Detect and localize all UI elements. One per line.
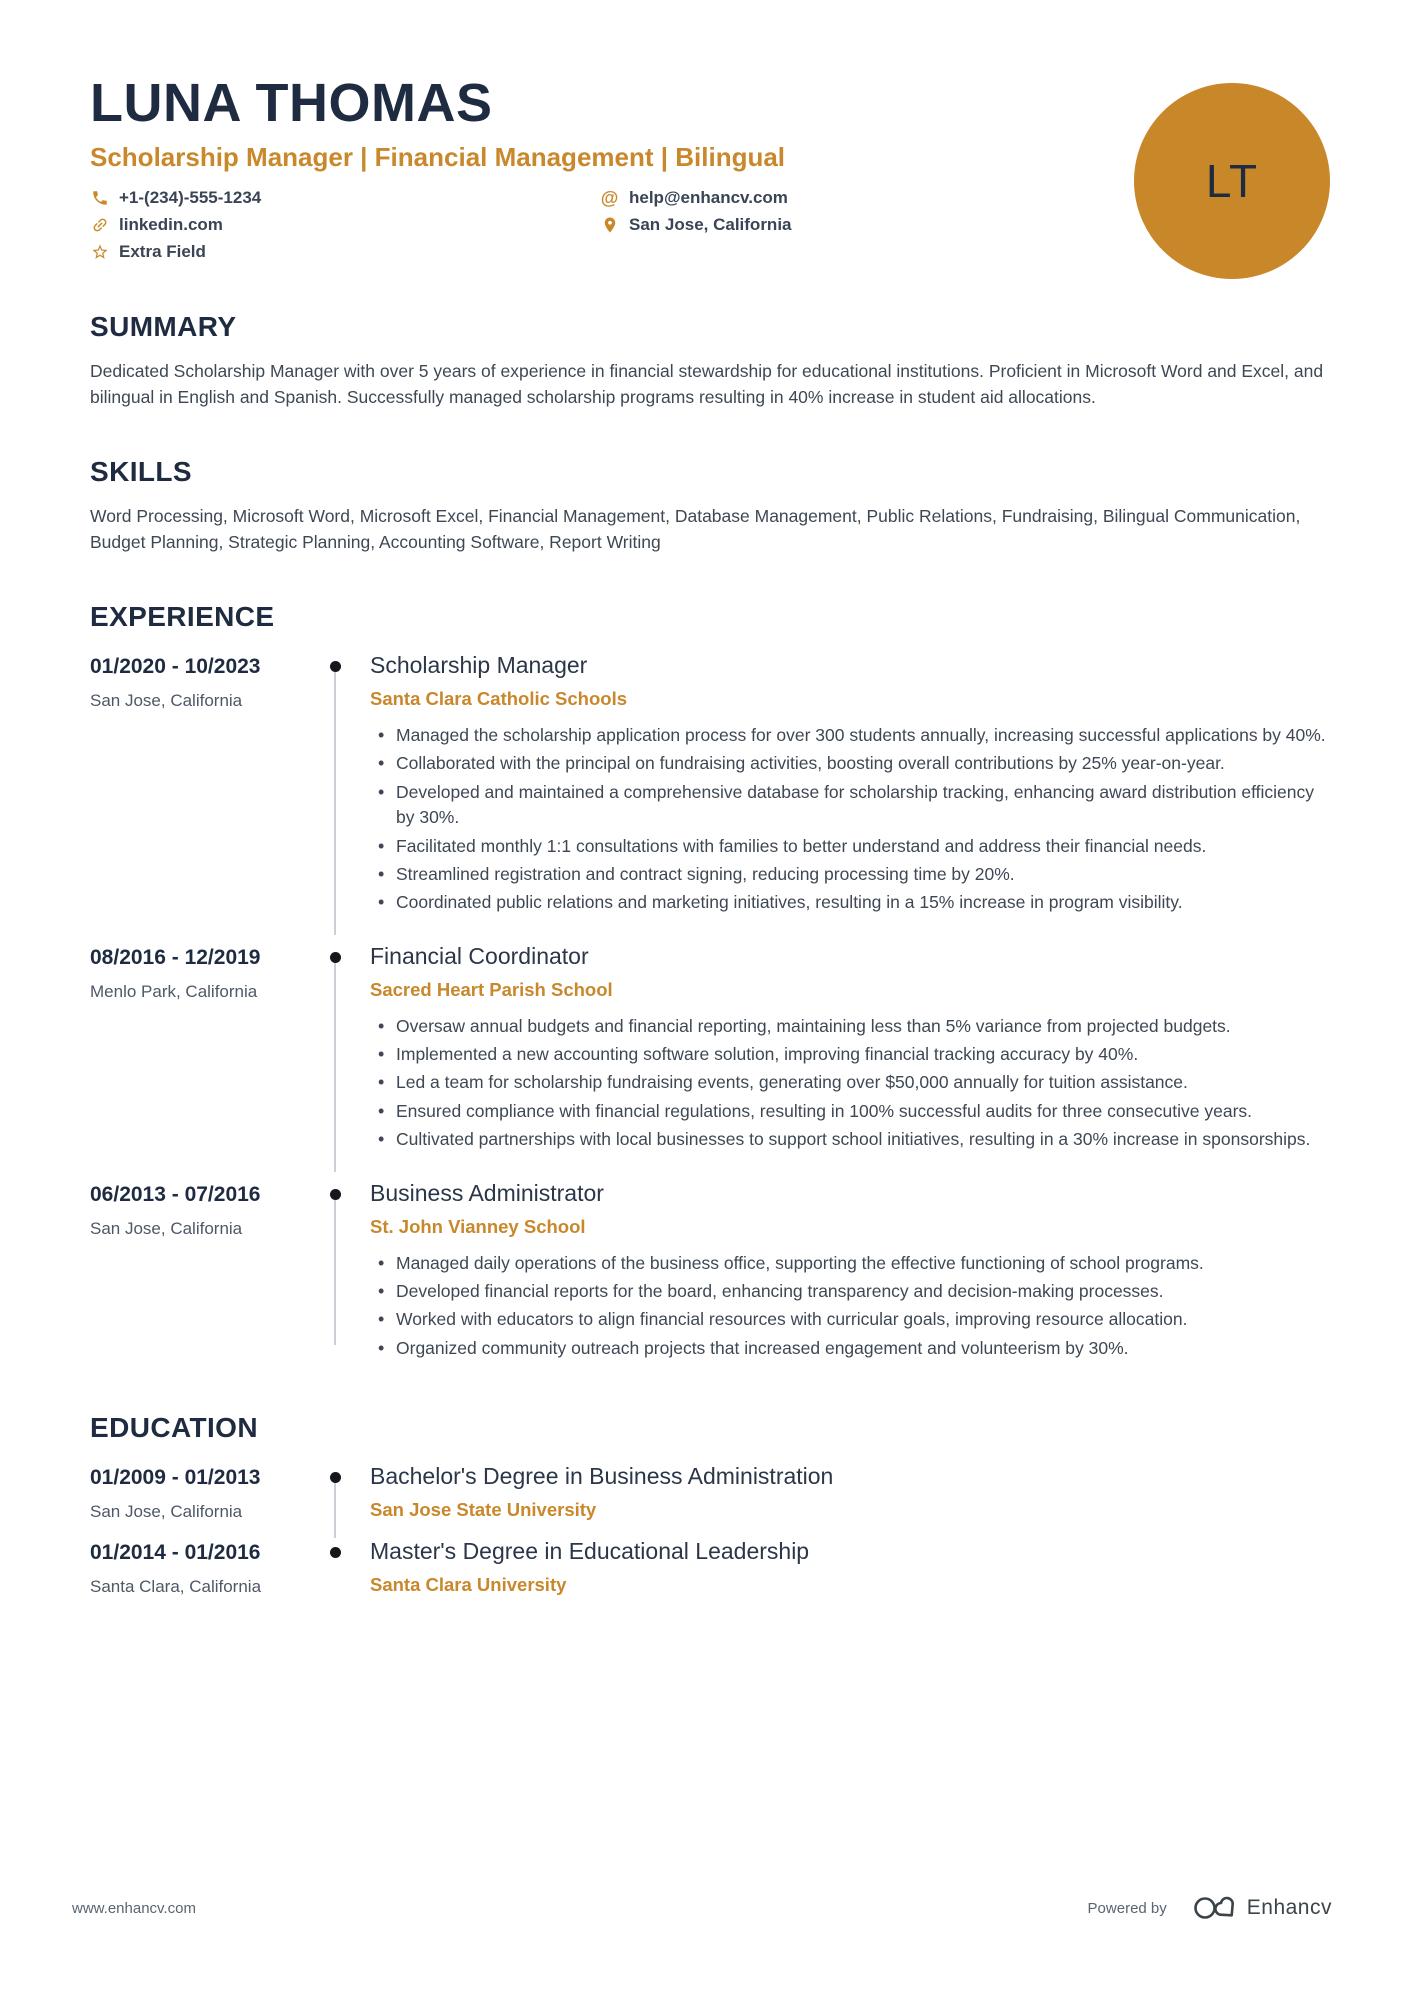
bullet-item: • Streamlined registration and contract signing, reducing processing time by 20%. <box>370 862 1330 887</box>
skills-text: Word Processing, Microsoft Word, Microsoft Excel, Financial Management, Database Management, Public Relations, Fundraising, Bilingual Communication, Budget Planning, Strategic Planning, Accounting Software, Report Writing <box>90 505 1301 553</box>
entry-body <box>348 1534 1335 1597</box>
contact-extra-field[interactable] <box>90 239 600 266</box>
page-footer <box>72 1893 1332 1923</box>
summary-text: Dedicated Scholarship Manager with over 5 years of experience in financial stewardship for educational institutions. Proficient in Microsoft Word and Excel, and bilingual in English and Spanish. Successfully managed scholarship programs resulting in 40% increase in student aid allocations. <box>90 360 1324 408</box>
phone-icon <box>90 189 109 208</box>
entry-dates: 01/2014 - 01/2016 <box>90 1541 261 1565</box>
job-bullets <box>370 1251 1330 1362</box>
resume-header <box>90 75 1335 266</box>
summary-heading: SUMMARY <box>90 310 237 342</box>
entry-body <box>348 1176 1335 1365</box>
headline: Scholarship Manager | Financial Management | Bilingual <box>90 141 786 172</box>
degree-title: Bachelor's Degree in Business Administration <box>370 1463 834 1490</box>
timeline-track <box>322 1176 348 1365</box>
entry-meta <box>90 939 322 1156</box>
company-name: Sacred Heart Parish School <box>370 978 613 1000</box>
job-title: Business Administrator <box>370 1179 604 1206</box>
contact-column-right <box>600 185 792 266</box>
bullet-item: • Collaborated with the principal on fundraising activities, boosting overall contributions by 25% year-on-year. <box>370 751 1330 776</box>
location-text: San Jose, California <box>629 215 792 235</box>
entry-meta <box>90 648 322 919</box>
entry-meta <box>90 1459 322 1522</box>
job-bullets <box>370 723 1330 916</box>
company-name: Santa Clara Catholic Schools <box>370 688 628 710</box>
skills-heading: SKILLS <box>90 455 192 487</box>
linkedin-url: linkedin.com <box>119 215 223 235</box>
timeline-dot <box>330 1189 341 1200</box>
entry-body <box>348 939 1335 1156</box>
timeline-track <box>322 939 348 1156</box>
entry-dates: 01/2020 - 10/2023 <box>90 655 261 679</box>
timeline-track <box>322 1459 348 1522</box>
entry-location: San Jose, California <box>90 1218 243 1238</box>
experience-entry <box>90 1176 1335 1385</box>
bullet-item: • Managed daily operations of the business office, supporting the effective functioning of school programs. <box>370 1251 1330 1276</box>
location-pin-icon <box>600 216 619 235</box>
bullet-item: • Led a team for scholarship fundraising events, generating over $50,000 annually for tuition assistance. <box>370 1070 1330 1095</box>
education-entry <box>90 1459 1335 1534</box>
entry-location: Menlo Park, California <box>90 981 258 1001</box>
bullet-item: • Cultivated partnerships with local businesses to support school initiatives, resulting in a 30% increase in sponsorships. <box>370 1127 1330 1152</box>
timeline-track <box>322 1534 348 1597</box>
phone-number: +1-(234)-555-1234 <box>119 188 262 208</box>
avatar-initials: LT <box>1205 155 1259 207</box>
at-icon: @ <box>600 187 619 208</box>
job-bullets <box>370 1014 1330 1153</box>
entry-meta <box>90 1534 322 1597</box>
avatar <box>1134 83 1330 279</box>
job-title: Scholarship Manager <box>370 652 588 679</box>
entry-location: San Jose, California <box>90 691 243 711</box>
school-name: Santa Clara University <box>370 1574 567 1596</box>
entry-dates: 08/2016 - 12/2019 <box>90 945 261 969</box>
section-experience <box>90 601 1335 1384</box>
timeline-dot <box>330 952 341 963</box>
enhancv-logo-icon <box>1193 1893 1239 1923</box>
contact-location[interactable] <box>600 212 792 239</box>
timeline-track <box>322 648 348 919</box>
bullet-item: • Coordinated public relations and marketing initiatives, resulting in a 15% increase in program visibility. <box>370 890 1330 915</box>
entry-dates: 06/2013 - 07/2016 <box>90 1182 261 1206</box>
section-summary <box>90 311 1335 411</box>
timeline-dot <box>330 1547 341 1558</box>
experience-entry <box>90 939 1335 1176</box>
star-icon <box>90 243 109 262</box>
entry-location: San Jose, California <box>90 1502 243 1522</box>
bullet-item: • Worked with educators to align financial resources with curricular goals, improving resource allocation. <box>370 1307 1330 1332</box>
extra-field-label: Extra Field <box>119 242 206 262</box>
education-heading: EDUCATION <box>90 1412 258 1444</box>
enhancv-brand-name[interactable]: Enhancv <box>1246 1896 1332 1919</box>
timeline-dot <box>330 1472 341 1483</box>
bullet-item: • Organized community outreach projects that increased engagement and volunteerism by 30%. <box>370 1336 1330 1361</box>
bullet-item: • Ensured compliance with financial regulations, resulting in 100% successful audits for three consecutive years. <box>370 1099 1330 1124</box>
entry-body <box>348 648 1335 919</box>
contact-column-left <box>90 185 600 266</box>
education-entry <box>90 1534 1335 1609</box>
bullet-item: • Developed and maintained a comprehensive database for scholarship tracking, enhancing award distribution efficiency by 30%. <box>370 780 1330 831</box>
contact-phone[interactable] <box>90 185 600 212</box>
experience-heading: EXPERIENCE <box>90 601 275 633</box>
footer-website-link[interactable]: www.enhancv.com <box>72 1899 196 1917</box>
bullet-item: • Implemented a new accounting software solution, improving financial tracking accuracy by 40%. <box>370 1042 1330 1067</box>
powered-by-label: Powered by <box>1087 1899 1167 1917</box>
job-title: Financial Coordinator <box>370 942 589 969</box>
degree-title: Master's Degree in Educational Leadership <box>370 1538 810 1565</box>
bullet-item: • Managed the scholarship application process for over 300 students annually, increasing successful applications by 40%. <box>370 723 1330 748</box>
powered-by-block <box>1088 1893 1332 1923</box>
email-address: help@enhancv.com <box>629 188 788 208</box>
contact-linkedin[interactable] <box>90 212 600 239</box>
entry-location: Santa Clara, California <box>90 1577 262 1597</box>
link-icon <box>90 216 109 235</box>
bullet-item: • Oversaw annual budgets and financial reporting, maintaining less than 5% variance from projected budgets. <box>370 1014 1330 1039</box>
entry-meta <box>90 1176 322 1365</box>
bullet-item: • Facilitated monthly 1:1 consultations with families to better understand and address their financial needs. <box>370 834 1330 859</box>
experience-entry <box>90 648 1335 939</box>
company-name: St. John Vianney School <box>370 1215 586 1237</box>
bullet-item: • Developed financial reports for the board, enhancing transparency and decision-making processes. <box>370 1279 1330 1304</box>
section-education <box>90 1412 1335 1609</box>
entry-dates: 01/2009 - 01/2013 <box>90 1466 261 1490</box>
section-skills <box>90 456 1335 556</box>
timeline-dot <box>330 661 341 672</box>
person-name: LUNA THOMAS <box>90 73 493 133</box>
entry-body <box>348 1459 1335 1522</box>
contact-email[interactable] <box>600 185 792 212</box>
school-name: San Jose State University <box>370 1499 597 1521</box>
